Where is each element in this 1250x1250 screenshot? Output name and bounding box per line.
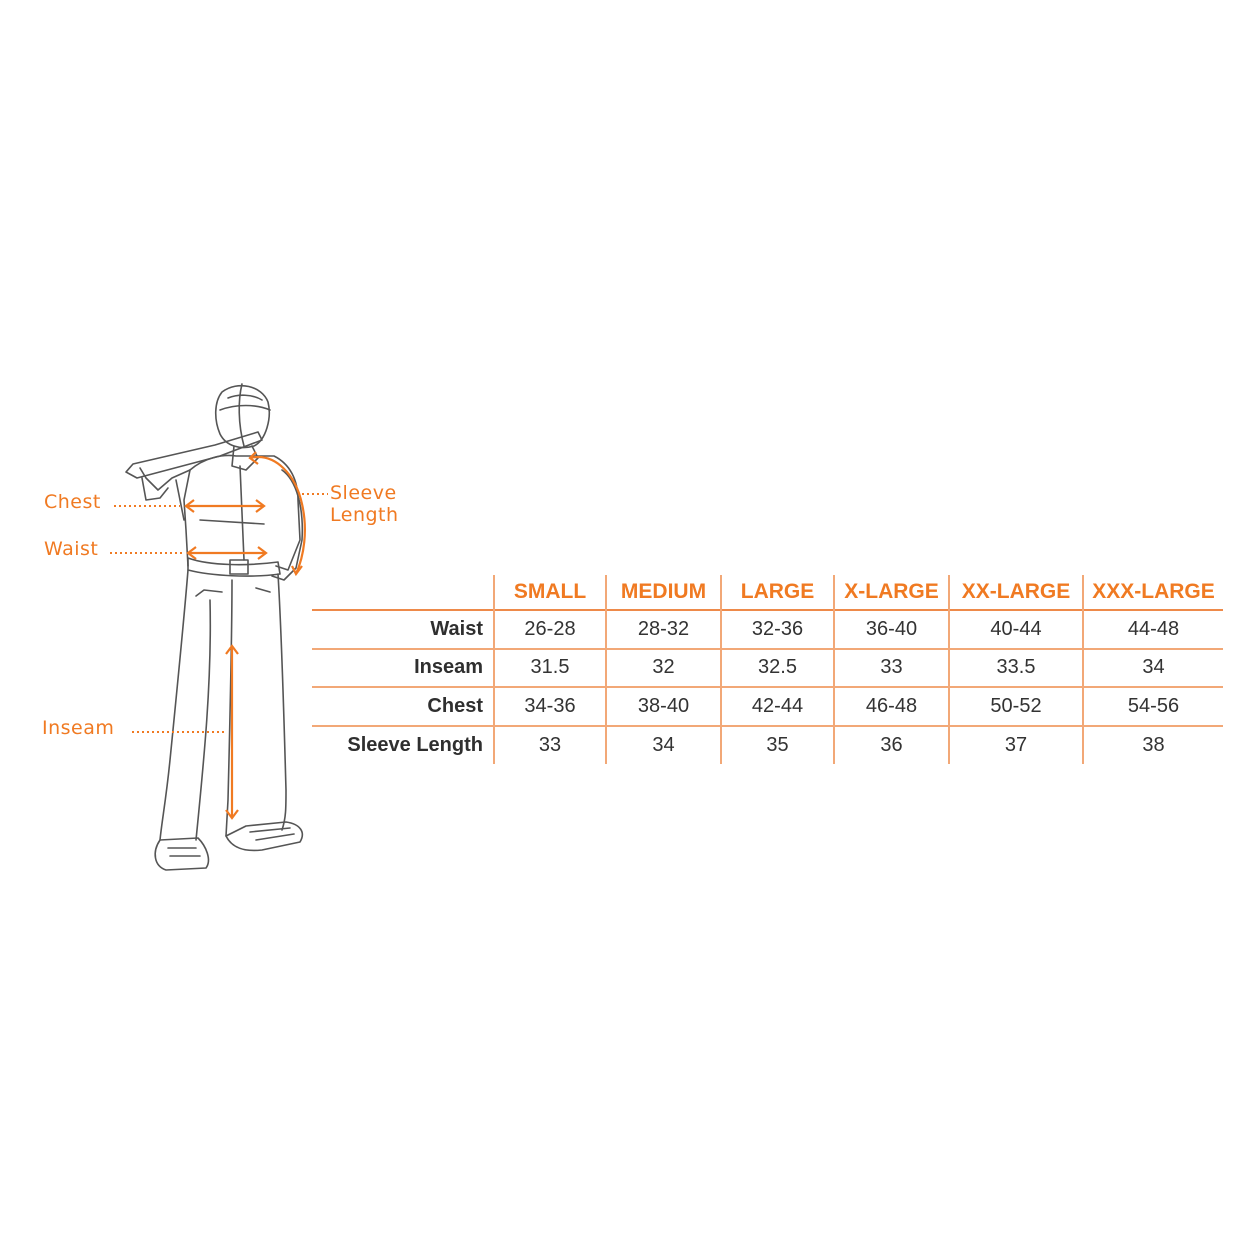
table-cell: 44-48 xyxy=(1083,610,1223,649)
size-header: SMALL xyxy=(494,575,606,610)
size-header: XX-LARGE xyxy=(949,575,1083,610)
table-cell: 34 xyxy=(606,726,721,765)
table-cell: 38-40 xyxy=(606,687,721,726)
inseam-label: Inseam xyxy=(42,717,115,739)
chest-label: Chest xyxy=(44,491,101,513)
table-cell: 36 xyxy=(834,726,949,765)
table-cell: 34 xyxy=(1083,649,1223,688)
size-header: X-LARGE xyxy=(834,575,949,610)
table-cell: 37 xyxy=(949,726,1083,765)
row-label: Inseam xyxy=(312,649,494,688)
table-cell: 28-32 xyxy=(606,610,721,649)
table-cell: 35 xyxy=(721,726,834,765)
header-corner xyxy=(312,575,494,610)
table-cell: 33 xyxy=(834,649,949,688)
table-cell: 32.5 xyxy=(721,649,834,688)
table-row xyxy=(312,726,1223,765)
size-header: XXX-LARGE xyxy=(1083,575,1223,610)
size-header: LARGE xyxy=(721,575,834,610)
waist-label: Waist xyxy=(44,538,99,560)
table-row xyxy=(312,649,1223,688)
size-chart-table xyxy=(312,575,1223,764)
table-cell: 32-36 xyxy=(721,610,834,649)
table-cell: 26-28 xyxy=(494,610,606,649)
table-cell: 34-36 xyxy=(494,687,606,726)
sleeve-length-label-line2: Length xyxy=(330,504,399,526)
row-label: Sleeve Length xyxy=(312,726,494,765)
size-header: MEDIUM xyxy=(606,575,721,610)
table-cell: 32 xyxy=(606,649,721,688)
table-cell: 33.5 xyxy=(949,649,1083,688)
size-header-row xyxy=(312,575,1223,610)
table-cell: 42-44 xyxy=(721,687,834,726)
person-sketch xyxy=(126,384,302,870)
table-cell: 31.5 xyxy=(494,649,606,688)
sleeve-length-label-line1: Sleeve xyxy=(330,482,397,504)
table-cell: 33 xyxy=(494,726,606,765)
table-row xyxy=(312,687,1223,726)
table-cell: 38 xyxy=(1083,726,1223,765)
table-cell: 54-56 xyxy=(1083,687,1223,726)
table-cell: 36-40 xyxy=(834,610,949,649)
table-cell: 50-52 xyxy=(949,687,1083,726)
table-row xyxy=(312,610,1223,649)
table-cell: 40-44 xyxy=(949,610,1083,649)
row-label: Chest xyxy=(312,687,494,726)
table-cell: 46-48 xyxy=(834,687,949,726)
sleeve-arrow xyxy=(250,457,305,574)
row-label: Waist xyxy=(312,610,494,649)
measurement-guides xyxy=(110,452,328,818)
